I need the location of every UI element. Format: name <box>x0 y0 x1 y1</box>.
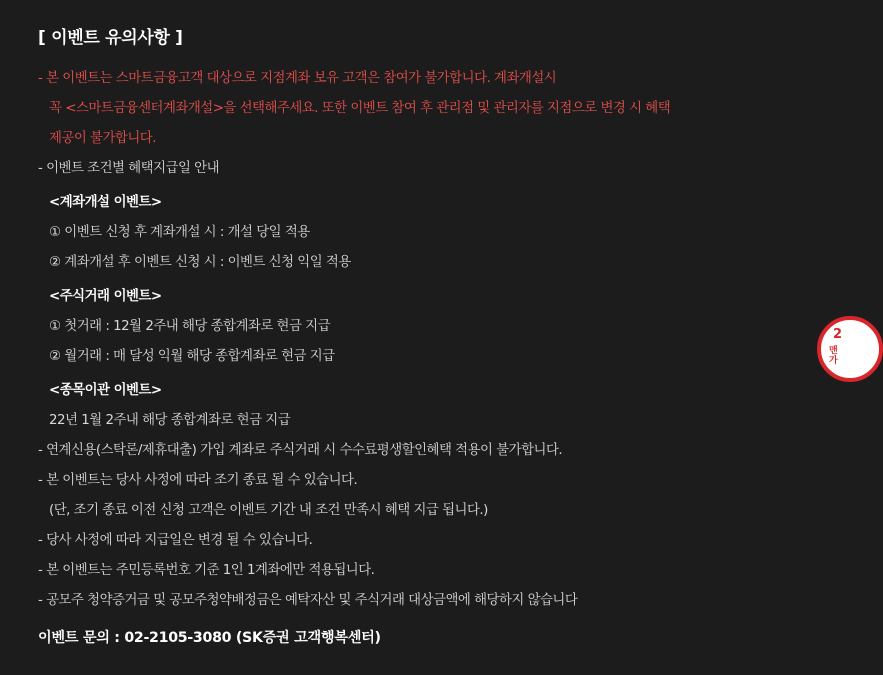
schedule-intro: - 이벤트 조건별 혜택지급일 안내 <box>38 161 220 176</box>
transfer-event-item-1: 22년 1월 2주내 해당 종합계좌로 현금 지급 <box>49 413 291 428</box>
stock-event-item-2: ② 월거래 : 매 달성 익월 해당 종합계좌로 현금 지급 <box>49 349 335 364</box>
floating-event-badge[interactable] <box>817 316 883 382</box>
warning-line-1: - 본 이벤트는 스마트금융고객 대상으로 지점계좌 보유 고객은 참여가 불가합니다. 계좌개설시 <box>38 71 557 86</box>
badge-text-2: 맨 <box>829 346 838 356</box>
warning-line-2: 꼭 <스마트금융센터계좌개설>을 선택해주세요. 또한 이벤트 참여 후 관리점 및 관리자를 지점으로 변경 시 혜택 <box>49 101 671 116</box>
contact-info: 이벤트 문의 : 02-2105-3080 (SK증권 고객행복센터) <box>38 630 381 646</box>
badge-text-3: 가 <box>829 356 838 366</box>
stock-event-item-1: ① 첫거래 : 12월 2주내 해당 종합계좌로 현금 지급 <box>49 319 331 334</box>
warning-line-3: 제공이 불가합니다. <box>49 131 156 146</box>
general-notice-5: - 본 이벤트는 주민등록번호 기준 1인 1계좌에만 적용됩니다. <box>38 563 375 578</box>
badge-text-1: 2 <box>833 327 843 342</box>
account-event-heading: <계좌개설 이벤트> <box>49 195 162 210</box>
general-notice-3: (단, 조기 종료 이전 신청 고객은 이벤트 기간 내 조건 만족시 혜택 지급 됩니다.) <box>49 503 488 518</box>
transfer-event-heading: <종목이관 이벤트> <box>49 383 162 398</box>
event-notice-section <box>38 26 828 650</box>
stock-event-heading: <주식거래 이벤트> <box>49 289 162 304</box>
notice-title: [ 이벤트 유의사항 ] <box>38 28 183 48</box>
general-notice-4: - 당사 사정에 따라 지급일은 변경 될 수 있습니다. <box>38 533 313 548</box>
account-event-item-2: ② 계좌개설 후 이벤트 신청 시 : 이벤트 신청 익일 적용 <box>49 255 351 270</box>
general-notice-1: - 연계신용(스탁론/제휴대출) 가입 계좌로 주식거래 시 수수료평생할인혜택 적용이 불가합니다. <box>38 443 563 458</box>
general-notice-2: - 본 이벤트는 당사 사정에 따라 조기 종료 될 수 있습니다. <box>38 473 358 488</box>
account-event-item-1: ① 이벤트 신청 후 계좌개설 시 : 개설 당일 적용 <box>49 225 310 240</box>
general-notice-6: - 공모주 청약증거금 및 공모주청약배정금은 예탁자산 및 주식거래 대상금액에 해당하지 않습니다 <box>38 593 578 608</box>
